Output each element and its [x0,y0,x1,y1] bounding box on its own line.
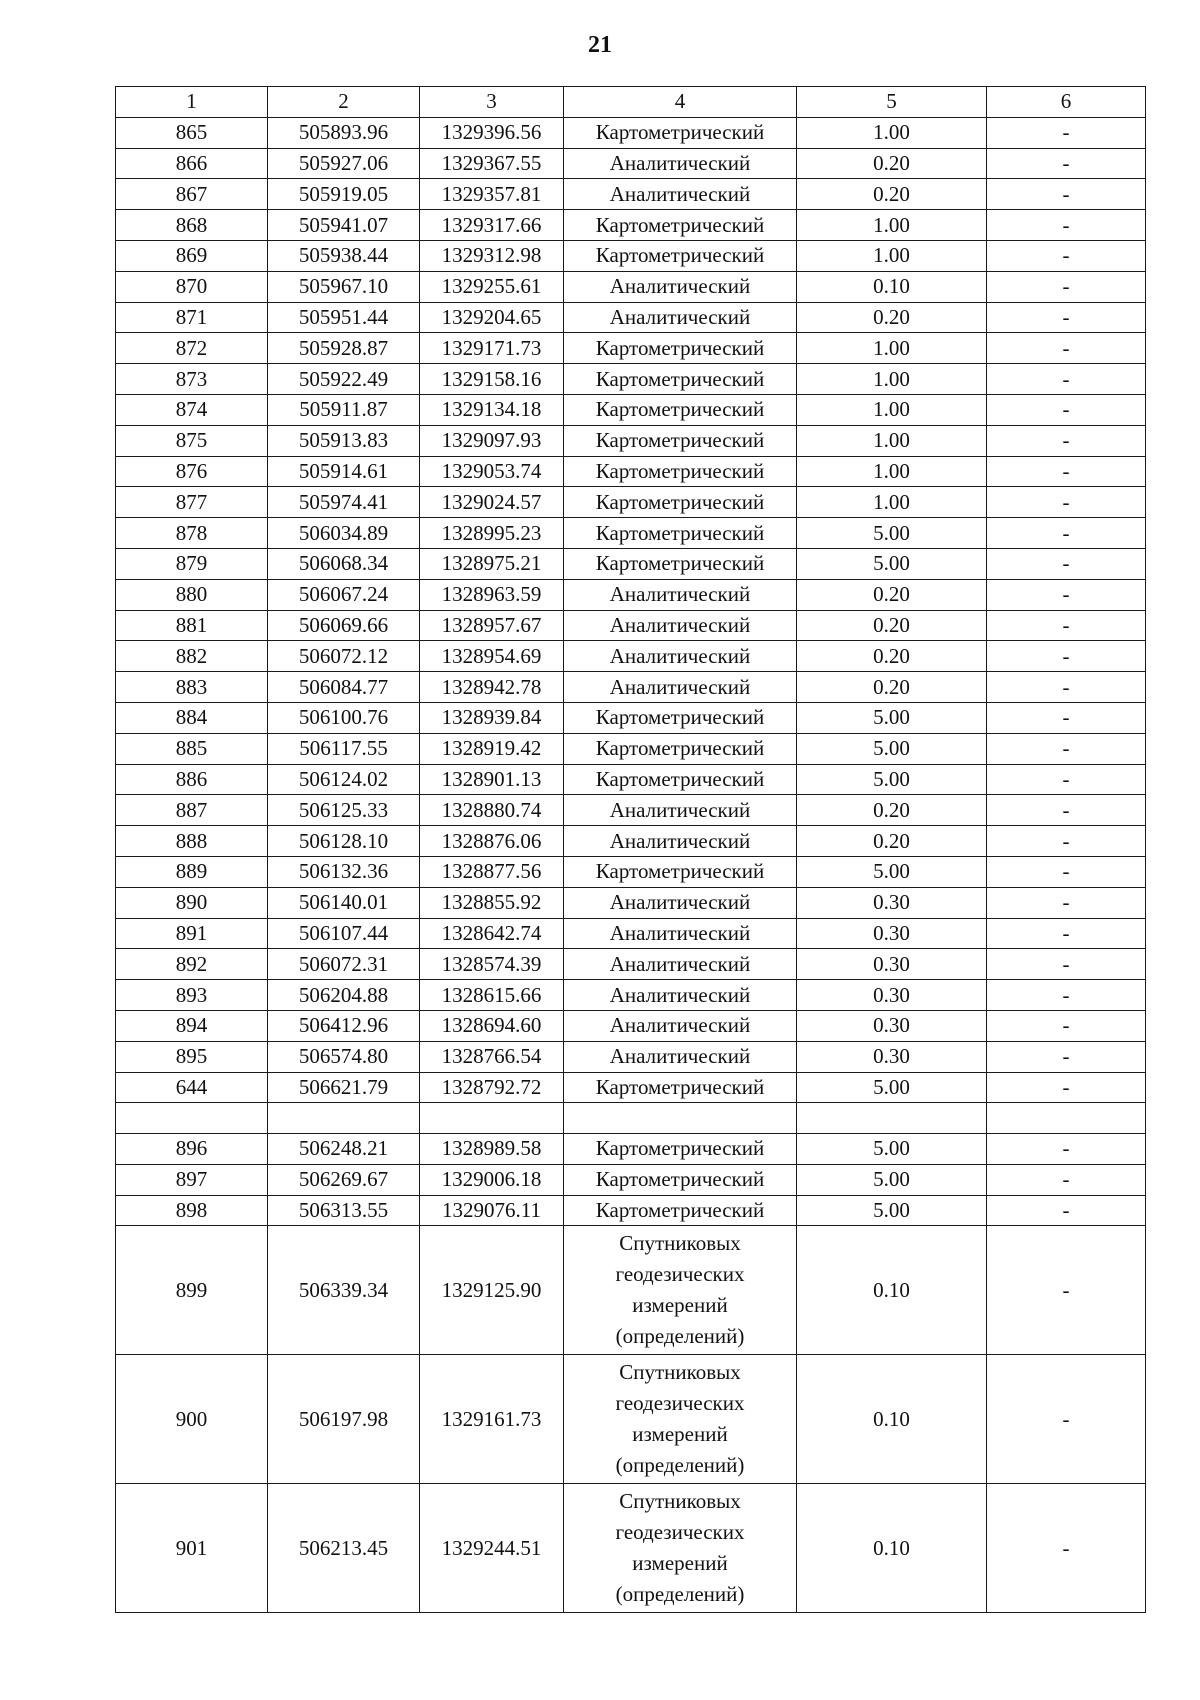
note-cell [987,1103,1146,1134]
note-cell: - [987,795,1146,826]
point-number-cell: 885 [116,733,268,764]
y-coordinate-cell: 1328963.59 [420,579,564,610]
method-cell: Картометрический [564,487,797,518]
point-number-cell: 865 [116,117,268,148]
x-coordinate-cell: 506621.79 [268,1072,420,1103]
x-coordinate-cell: 506107.44 [268,918,420,949]
accuracy-cell: 5.00 [797,856,987,887]
method-cell: Аналитический [564,579,797,610]
method-cell: Картометрический [564,117,797,148]
y-coordinate-cell: 1329357.81 [420,179,564,210]
table-row [116,887,1146,918]
coordinates-table [115,86,1146,1613]
x-coordinate-cell: 506067.24 [268,579,420,610]
method-cell: Аналитический [564,148,797,179]
note-cell: - [987,672,1146,703]
point-number-cell: 898 [116,1195,268,1226]
accuracy-cell: 0.30 [797,980,987,1011]
method-cell: Аналитический [564,302,797,333]
note-cell: - [987,117,1146,148]
point-number-cell: 644 [116,1072,268,1103]
x-coordinate-cell: 505938.44 [268,240,420,271]
y-coordinate-cell: 1328877.56 [420,856,564,887]
x-coordinate-cell: 506117.55 [268,733,420,764]
note-cell: - [987,1134,1146,1165]
method-cell: Спутниковых геодезических измерений (определений) [564,1484,797,1613]
accuracy-cell: 0.20 [797,795,987,826]
point-number-cell: 890 [116,887,268,918]
accuracy-cell: 0.20 [797,179,987,210]
x-coordinate-cell: 505951.44 [268,302,420,333]
accuracy-cell: 0.20 [797,579,987,610]
y-coordinate-cell: 1328876.06 [420,826,564,857]
note-cell: - [987,302,1146,333]
y-coordinate-cell: 1328766.54 [420,1041,564,1072]
note-cell: - [987,1041,1146,1072]
table-row [116,487,1146,518]
note-cell: - [987,856,1146,887]
x-coordinate-cell: 505914.61 [268,456,420,487]
table-row [116,425,1146,456]
accuracy-cell: 1.00 [797,333,987,364]
table-body [116,87,1146,1613]
table-row [116,610,1146,641]
x-coordinate-cell: 505928.87 [268,333,420,364]
x-coordinate-cell: 506132.36 [268,856,420,887]
point-number-cell: 887 [116,795,268,826]
table-row [116,949,1146,980]
y-coordinate-cell: 1328855.92 [420,887,564,918]
table-row [116,271,1146,302]
y-coordinate-cell: 1329396.56 [420,117,564,148]
method-cell: Аналитический [564,918,797,949]
accuracy-cell: 5.00 [797,1134,987,1165]
accuracy-cell: 0.20 [797,148,987,179]
note-cell: - [987,887,1146,918]
point-number-cell: 866 [116,148,268,179]
y-coordinate-cell: 1329006.18 [420,1164,564,1195]
header-cell: 6 [987,87,1146,118]
table-row [116,1041,1146,1072]
method-cell: Картометрический [564,548,797,579]
note-cell: - [987,1164,1146,1195]
x-coordinate-cell: 505927.06 [268,148,420,179]
header-cell: 1 [116,87,268,118]
table-row [116,1103,1146,1134]
x-coordinate-cell [268,1103,420,1134]
accuracy-cell: 0.20 [797,610,987,641]
point-number-cell [116,1103,268,1134]
point-number-cell: 871 [116,302,268,333]
table-row [116,918,1146,949]
table-header-row [116,87,1146,118]
x-coordinate-cell: 506069.66 [268,610,420,641]
point-number-cell: 891 [116,918,268,949]
method-cell: Аналитический [564,179,797,210]
accuracy-cell: 1.00 [797,456,987,487]
x-coordinate-cell: 505919.05 [268,179,420,210]
y-coordinate-cell [420,1103,564,1134]
note-cell: - [987,1226,1146,1355]
note-cell: - [987,980,1146,1011]
method-cell: Спутниковых геодезических измерений (определений) [564,1226,797,1355]
point-number-cell: 895 [116,1041,268,1072]
table-row [116,641,1146,672]
header-cell: 3 [420,87,564,118]
note-cell: - [987,764,1146,795]
note-cell: - [987,1072,1146,1103]
note-cell: - [987,240,1146,271]
note-cell: - [987,1010,1146,1041]
accuracy-cell: 0.30 [797,1010,987,1041]
method-cell: Картометрический [564,210,797,241]
note-cell: - [987,826,1146,857]
table-row [116,456,1146,487]
note-cell: - [987,518,1146,549]
note-cell: - [987,702,1146,733]
accuracy-cell: 1.00 [797,425,987,456]
point-number-cell: 868 [116,210,268,241]
note-cell: - [987,487,1146,518]
point-number-cell: 883 [116,672,268,703]
accuracy-cell: 5.00 [797,548,987,579]
point-number-cell: 899 [116,1226,268,1355]
accuracy-cell: 1.00 [797,364,987,395]
table-row [116,733,1146,764]
point-number-cell: 870 [116,271,268,302]
table-row [116,1195,1146,1226]
x-coordinate-cell: 506213.45 [268,1484,420,1613]
x-coordinate-cell: 506125.33 [268,795,420,826]
method-cell: Картометрический [564,733,797,764]
y-coordinate-cell: 1328901.13 [420,764,564,795]
y-coordinate-cell: 1328642.74 [420,918,564,949]
method-cell: Аналитический [564,949,797,980]
method-cell: Аналитический [564,826,797,857]
y-coordinate-cell: 1328989.58 [420,1134,564,1165]
y-coordinate-cell: 1329097.93 [420,425,564,456]
note-cell: - [987,271,1146,302]
note-cell: - [987,641,1146,672]
y-coordinate-cell: 1328919.42 [420,733,564,764]
method-cell: Аналитический [564,271,797,302]
table-row [116,1010,1146,1041]
accuracy-cell: 0.10 [797,1484,987,1613]
table-row [116,1355,1146,1484]
accuracy-cell: 5.00 [797,1164,987,1195]
table-row [116,672,1146,703]
note-cell: - [987,1195,1146,1226]
point-number-cell: 897 [116,1164,268,1195]
accuracy-cell [797,1103,987,1134]
accuracy-cell: 1.00 [797,240,987,271]
note-cell: - [987,548,1146,579]
point-number-cell: 873 [116,364,268,395]
point-number-cell: 869 [116,240,268,271]
accuracy-cell: 0.30 [797,887,987,918]
accuracy-cell: 5.00 [797,702,987,733]
method-cell: Картометрический [564,702,797,733]
method-cell: Аналитический [564,1041,797,1072]
note-cell: - [987,148,1146,179]
point-number-cell: 888 [116,826,268,857]
note-cell: - [987,210,1146,241]
method-cell: Картометрический [564,1164,797,1195]
note-cell: - [987,918,1146,949]
y-coordinate-cell: 1329158.16 [420,364,564,395]
y-coordinate-cell: 1328792.72 [420,1072,564,1103]
method-cell: Картометрический [564,456,797,487]
y-coordinate-cell: 1329125.90 [420,1226,564,1355]
x-coordinate-cell: 505967.10 [268,271,420,302]
point-number-cell: 894 [116,1010,268,1041]
accuracy-cell: 0.30 [797,1041,987,1072]
table-row [116,333,1146,364]
accuracy-cell: 0.20 [797,826,987,857]
point-number-cell: 893 [116,980,268,1011]
method-cell: Картометрический [564,333,797,364]
method-cell: Картометрический [564,764,797,795]
method-cell: Картометрический [564,1072,797,1103]
method-cell: Картометрический [564,364,797,395]
method-cell: Картометрический [564,1134,797,1165]
y-coordinate-cell: 1329255.61 [420,271,564,302]
accuracy-cell: 0.20 [797,672,987,703]
y-coordinate-cell: 1328694.60 [420,1010,564,1041]
y-coordinate-cell: 1329024.57 [420,487,564,518]
accuracy-cell: 0.10 [797,271,987,302]
method-cell: Аналитический [564,610,797,641]
table-row [116,795,1146,826]
x-coordinate-cell: 505922.49 [268,364,420,395]
x-coordinate-cell: 506412.96 [268,1010,420,1041]
point-number-cell: 896 [116,1134,268,1165]
accuracy-cell: 0.20 [797,302,987,333]
accuracy-cell: 1.00 [797,394,987,425]
note-cell: - [987,333,1146,364]
point-number-cell: 867 [116,179,268,210]
table-row [116,1226,1146,1355]
y-coordinate-cell: 1328957.67 [420,610,564,641]
table-row [116,210,1146,241]
x-coordinate-cell: 506197.98 [268,1355,420,1484]
table-row [116,980,1146,1011]
y-coordinate-cell: 1329053.74 [420,456,564,487]
x-coordinate-cell: 506068.34 [268,548,420,579]
point-number-cell: 875 [116,425,268,456]
x-coordinate-cell: 506339.34 [268,1226,420,1355]
table-row [116,548,1146,579]
y-coordinate-cell: 1328574.39 [420,949,564,980]
y-coordinate-cell: 1328975.21 [420,548,564,579]
y-coordinate-cell: 1328880.74 [420,795,564,826]
method-cell: Аналитический [564,795,797,826]
table-row [116,702,1146,733]
note-cell: - [987,733,1146,764]
x-coordinate-cell: 505974.41 [268,487,420,518]
x-coordinate-cell: 506248.21 [268,1134,420,1165]
table-row [116,394,1146,425]
note-cell: - [987,949,1146,980]
y-coordinate-cell: 1328939.84 [420,702,564,733]
point-number-cell: 901 [116,1484,268,1613]
x-coordinate-cell: 506124.02 [268,764,420,795]
method-cell: Аналитический [564,980,797,1011]
table-row [116,364,1146,395]
y-coordinate-cell: 1329171.73 [420,333,564,364]
table-row [116,1484,1146,1613]
method-cell: Картометрический [564,856,797,887]
x-coordinate-cell: 506128.10 [268,826,420,857]
accuracy-cell: 5.00 [797,1195,987,1226]
table-row [116,148,1146,179]
table-row [116,302,1146,333]
y-coordinate-cell: 1328995.23 [420,518,564,549]
table-row [116,579,1146,610]
point-number-cell: 882 [116,641,268,672]
method-cell: Аналитический [564,887,797,918]
x-coordinate-cell: 506574.80 [268,1041,420,1072]
accuracy-cell: 0.30 [797,949,987,980]
accuracy-cell: 5.00 [797,733,987,764]
note-cell: - [987,1484,1146,1613]
x-coordinate-cell: 506084.77 [268,672,420,703]
table-row [116,179,1146,210]
note-cell: - [987,394,1146,425]
method-cell: Картометрический [564,518,797,549]
note-cell: - [987,610,1146,641]
table-row [116,1072,1146,1103]
x-coordinate-cell: 506034.89 [268,518,420,549]
accuracy-cell: 1.00 [797,487,987,518]
x-coordinate-cell: 506269.67 [268,1164,420,1195]
table-row [116,117,1146,148]
point-number-cell: 886 [116,764,268,795]
point-number-cell: 892 [116,949,268,980]
x-coordinate-cell: 505911.87 [268,394,420,425]
x-coordinate-cell: 506072.12 [268,641,420,672]
accuracy-cell: 0.30 [797,918,987,949]
method-cell: Картометрический [564,394,797,425]
accuracy-cell: 0.10 [797,1226,987,1355]
point-number-cell: 881 [116,610,268,641]
method-cell [564,1103,797,1134]
accuracy-cell: 1.00 [797,117,987,148]
y-coordinate-cell: 1328942.78 [420,672,564,703]
table-row [116,518,1146,549]
x-coordinate-cell: 505913.83 [268,425,420,456]
method-cell: Аналитический [564,641,797,672]
x-coordinate-cell: 506313.55 [268,1195,420,1226]
y-coordinate-cell: 1329312.98 [420,240,564,271]
y-coordinate-cell: 1329244.51 [420,1484,564,1613]
table-row [116,826,1146,857]
point-number-cell: 880 [116,579,268,610]
accuracy-cell: 0.20 [797,641,987,672]
y-coordinate-cell: 1329317.66 [420,210,564,241]
y-coordinate-cell: 1328954.69 [420,641,564,672]
table-row [116,1134,1146,1165]
y-coordinate-cell: 1329161.73 [420,1355,564,1484]
note-cell: - [987,1355,1146,1484]
x-coordinate-cell: 505893.96 [268,117,420,148]
method-cell: Картометрический [564,425,797,456]
accuracy-cell: 5.00 [797,764,987,795]
header-cell: 4 [564,87,797,118]
y-coordinate-cell: 1329204.65 [420,302,564,333]
note-cell: - [987,364,1146,395]
accuracy-cell: 5.00 [797,518,987,549]
table-row [116,240,1146,271]
y-coordinate-cell: 1329076.11 [420,1195,564,1226]
point-number-cell: 900 [116,1355,268,1484]
method-cell: Аналитический [564,1010,797,1041]
accuracy-cell: 5.00 [797,1072,987,1103]
x-coordinate-cell: 506072.31 [268,949,420,980]
method-cell: Картометрический [564,1195,797,1226]
table-row [116,764,1146,795]
point-number-cell: 878 [116,518,268,549]
header-cell: 2 [268,87,420,118]
point-number-cell: 872 [116,333,268,364]
point-number-cell: 889 [116,856,268,887]
point-number-cell: 876 [116,456,268,487]
note-cell: - [987,425,1146,456]
x-coordinate-cell: 506100.76 [268,702,420,733]
point-number-cell: 884 [116,702,268,733]
y-coordinate-cell: 1329134.18 [420,394,564,425]
x-coordinate-cell: 506140.01 [268,887,420,918]
x-coordinate-cell: 506204.88 [268,980,420,1011]
method-cell: Спутниковых геодезических измерений (определений) [564,1355,797,1484]
note-cell: - [987,179,1146,210]
y-coordinate-cell: 1328615.66 [420,980,564,1011]
note-cell: - [987,456,1146,487]
x-coordinate-cell: 505941.07 [268,210,420,241]
method-cell: Аналитический [564,672,797,703]
y-coordinate-cell: 1329367.55 [420,148,564,179]
accuracy-cell: 1.00 [797,210,987,241]
header-cell: 5 [797,87,987,118]
accuracy-cell: 0.10 [797,1355,987,1484]
page-number: 21 [588,32,612,58]
point-number-cell: 874 [116,394,268,425]
method-cell: Картометрический [564,240,797,271]
note-cell: - [987,579,1146,610]
point-number-cell: 877 [116,487,268,518]
table-row [116,856,1146,887]
point-number-cell: 879 [116,548,268,579]
table-row [116,1164,1146,1195]
